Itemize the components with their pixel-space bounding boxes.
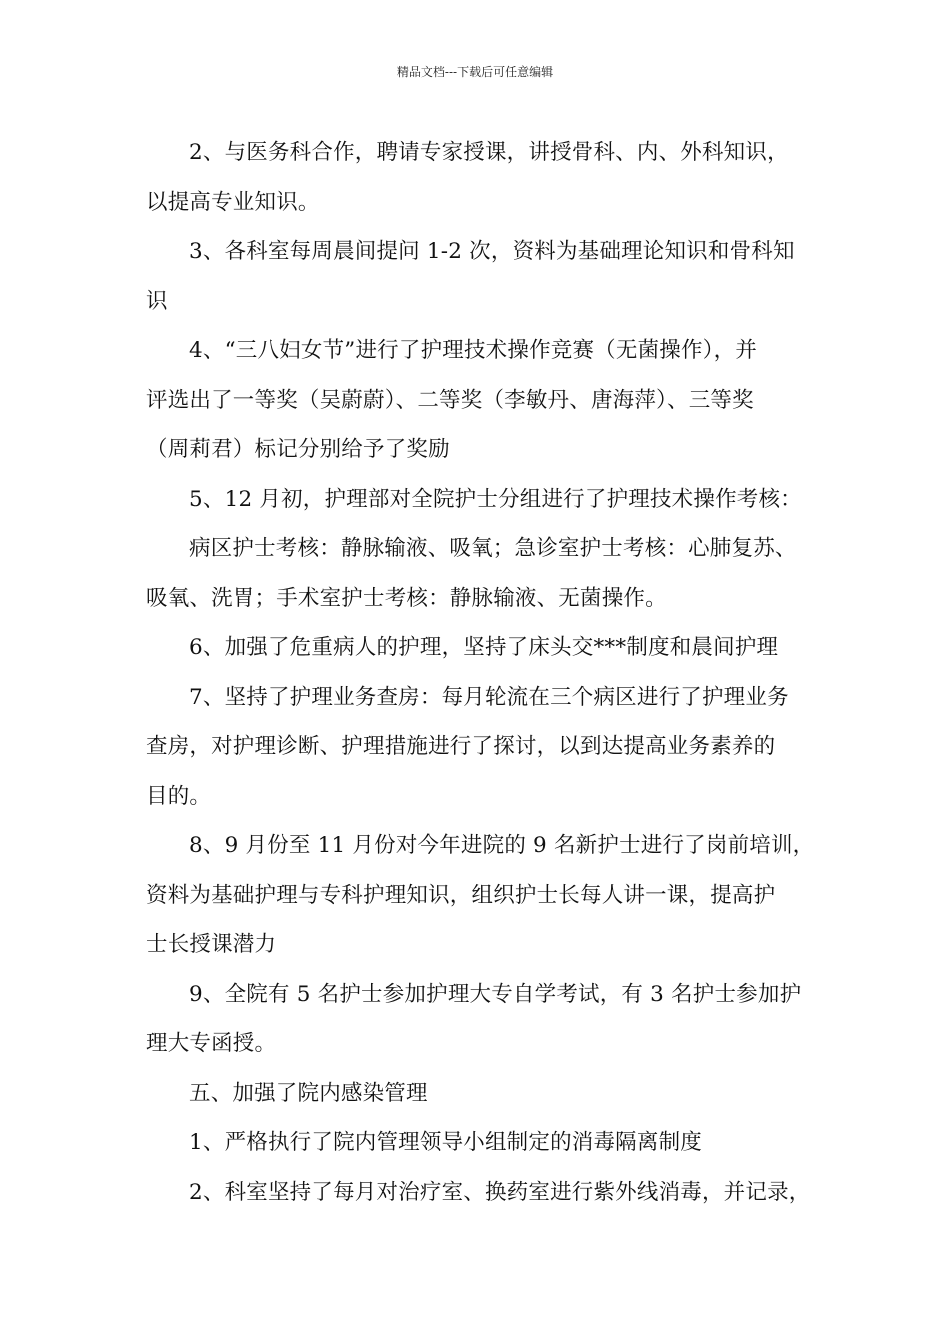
text-line: 2、科室坚持了每月对治疗室、换药室进行紫外线消毒，并记录， [189,1179,811,1205]
text-line: 5、12 月初，护理部对全院护士分组进行了护理技术操作考核： [189,486,802,512]
text-line: 查房，对护理诊断、护理措施进行了探讨，以到达提高业务素养的 [146,734,776,759]
text-line: 理大专函授。 [146,1031,277,1056]
text-line: 6、加强了危重病人的护理，坚持了床头交***制度和晨间护理 [189,635,779,660]
text-line: 7、坚持了护理业务查房：每月轮流在三个病区进行了护理业务 [189,684,789,710]
text-line: 8、9 月份至 11 月份对今年进院的 9 名新护士进行了岗前培训， [189,833,815,858]
text-line: 资料为基础护理与专科护理知识，组织护士长每人讲一课，提高护 [146,882,776,908]
text-line: 9、全院有 5 名护士参加护理大专自学考试，有 3 名护士参加护 [189,981,802,1007]
text-line: 目的。 [146,783,212,809]
text-line: 病区护士考核：静脉输液、吸氧；急诊室护士考核：心肺复苏、 [189,536,797,561]
page-header: 精品文档---下载后可任意编辑 [396,65,554,79]
text-line: 2、与医务科合作，聘请专家授课，讲授骨科、内、外科知识， [189,140,789,165]
text-line: 评选出了一等奖（吴蔚蔚）、二等奖（李敏丹、唐海萍）、三等奖 [146,387,754,413]
document-body [146,128,826,1217]
text-line: 吸氧、洗胃；手术室护士考核：静脉输液、无菌操作。 [146,585,667,611]
text-line: 识 [146,288,168,314]
text-line: （周莉君）标记分别给予了奖励 [146,437,450,462]
text-line: 1、严格执行了院内管理领导小组制定的消毒隔离制度 [189,1130,702,1155]
text-line: 以提高专业知识。 [146,189,320,215]
text-line: 3、各科室每周晨间提问 1-2 次，资料为基础理论知识和骨科知 [189,239,795,264]
text-line: 士长授课潜力 [146,932,277,957]
section-heading: 五、加强了院内感染管理 [189,1080,428,1106]
text-line: 4、“三八妇女节”进行了护理技术操作竞赛（无菌操作），并 [189,338,758,363]
